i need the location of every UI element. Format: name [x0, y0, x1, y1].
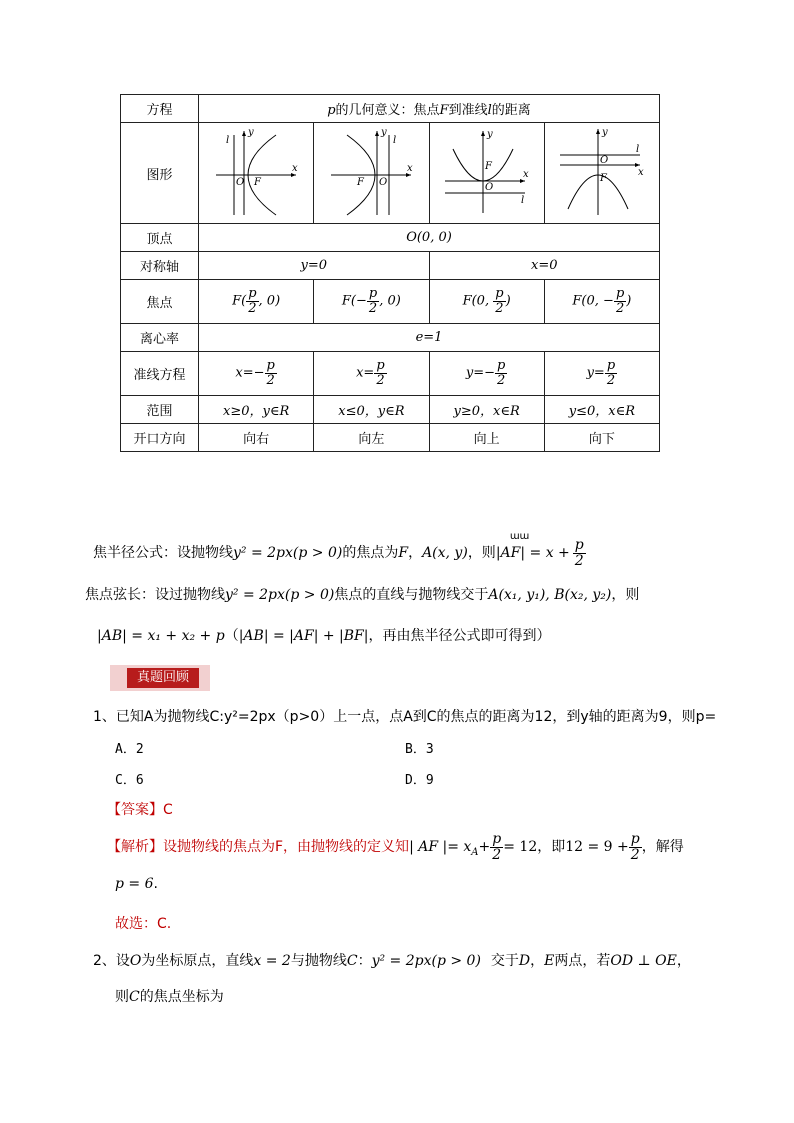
focus-suffix: ): [626, 294, 632, 309]
result-line: [115, 876, 158, 892]
denominator: 2: [630, 846, 640, 863]
parabola-left-graph: [321, 123, 421, 219]
denominator: 2: [248, 301, 257, 316]
denominator: 2: [492, 846, 502, 863]
range-down: y≤0，x∈R: [544, 396, 659, 424]
x-axis-label: x: [637, 167, 644, 178]
text: ，则: [467, 545, 496, 562]
points: A(x₁, y₁), B(x₂, y₂): [488, 587, 612, 603]
fraction: [265, 359, 277, 387]
row-label-vertex: 顶点: [121, 224, 199, 252]
f-symbol: F: [439, 103, 449, 118]
equation: OD ⊥ OE: [610, 953, 677, 969]
equation: x = 2: [253, 953, 291, 969]
parabola-properties-table: [120, 94, 660, 452]
vector-arrow: ɯɯ: [509, 531, 530, 543]
denominator: 2: [368, 301, 378, 316]
analysis-text: 设抛物线的焦点为F，由抛物线的定义知: [163, 839, 410, 856]
denominator: 2: [615, 301, 625, 316]
focus-prefix: F(0,: [462, 294, 494, 309]
text: ，则: [611, 587, 640, 603]
vertex-value: O(0, 0): [199, 224, 660, 252]
fraction: [490, 832, 503, 862]
directrix-label: l: [226, 135, 230, 146]
text: 焦点的直线与抛物线交于: [334, 587, 489, 603]
row-label-axis: 对称轴: [121, 252, 199, 280]
numerator: p: [266, 358, 275, 374]
question-2-line2: [115, 986, 224, 1006]
focus-cell-down: [544, 280, 659, 324]
symbol: E: [544, 953, 555, 969]
axis-horizontal: y=0: [199, 252, 430, 280]
focus-prefix: F(: [232, 294, 247, 309]
numerator: p: [368, 286, 378, 302]
table-row: [121, 95, 660, 123]
denominator: 2: [376, 373, 385, 388]
answer-line: [107, 799, 173, 819]
graph-opens-up: [429, 123, 544, 224]
answer-value: C: [163, 802, 173, 818]
row-label-directrix: 准线方程: [121, 352, 199, 396]
numerator: p: [574, 537, 584, 553]
header-text-3: 的距离: [491, 103, 531, 118]
numerator: p: [615, 286, 625, 302]
focus-suffix: ): [505, 294, 511, 309]
y-axis-label: y: [248, 127, 254, 138]
focus-cell-up: [429, 280, 544, 324]
focus-label: F: [484, 161, 492, 172]
numerator: p: [497, 358, 506, 374]
fraction: [374, 359, 386, 387]
focal-chord-formula-line2: [97, 625, 551, 645]
directrix-prefix: x=: [356, 366, 375, 381]
result-equation: p = 6: [115, 876, 154, 892]
table-row: [121, 123, 660, 224]
option-a: A．2: [115, 742, 144, 757]
x-axis-label: x: [292, 163, 298, 174]
table-row: [121, 224, 660, 252]
focal-chord-formula: [85, 584, 639, 604]
x-axis-label: x: [407, 163, 414, 174]
directrix-cell-left: [314, 352, 429, 396]
y-axis-label: y: [486, 129, 493, 140]
header-cell: [199, 95, 660, 123]
p-symbol: p: [327, 103, 336, 118]
focus-suffix: , 0): [379, 294, 401, 309]
analysis-text: ，解得: [641, 839, 684, 856]
text: ：: [357, 953, 372, 969]
range-up: y≥0，x∈R: [429, 396, 544, 424]
parabola-down-graph: [552, 123, 652, 219]
choose-line: 故选：C.: [115, 916, 172, 932]
fraction: [493, 287, 505, 315]
table-row: [121, 352, 660, 396]
denominator: 2: [606, 373, 616, 388]
origin-label: O: [599, 155, 609, 166]
focus-cell-right: [199, 280, 314, 324]
graph-opens-left: [314, 123, 429, 224]
table-row: [121, 280, 660, 324]
directrix-prefix: y=−: [465, 366, 496, 381]
parabola-right-graph: [206, 123, 306, 219]
fraction: [614, 287, 626, 315]
row-label-equation: 方程: [121, 95, 199, 123]
row-label-opening: 开口方向: [121, 424, 199, 452]
origin-label: O: [236, 177, 245, 188]
graph-opens-right: [199, 123, 314, 224]
text: 2、设: [93, 953, 130, 969]
answer-label: 【答案】: [107, 802, 163, 818]
table-row: [121, 424, 660, 452]
equation: |AF| = x +: [495, 545, 570, 562]
opening-down: 向下: [544, 424, 659, 452]
text: 焦半径公式：设抛物线: [93, 545, 233, 562]
header-text-1: 的几何意义：焦点: [335, 103, 440, 118]
eccentricity-value: e=1: [199, 324, 660, 352]
equation: y² = 2px(p > 0): [371, 953, 481, 969]
numerator: p: [630, 831, 640, 847]
analysis-text: ，即: [537, 839, 566, 856]
fraction: [495, 359, 507, 387]
axis-vertical: x=0: [429, 252, 660, 280]
row-label-graph: 图形: [121, 123, 199, 224]
text: ，: [408, 545, 423, 562]
header-text-2: 到准线: [448, 103, 488, 118]
text: ，: [530, 953, 545, 969]
text: ，再由焦半径公式即可得到）: [368, 628, 551, 644]
question-2-stem: [93, 950, 691, 970]
fraction: [367, 287, 379, 315]
analysis-label: 【解析】: [107, 839, 163, 856]
fraction: [629, 832, 642, 862]
denominator: 2: [495, 301, 504, 316]
symbol: O: [129, 953, 142, 969]
opening-up: 向上: [429, 424, 544, 452]
x-axis-label: x: [522, 169, 529, 180]
directrix-label: l: [393, 135, 397, 146]
directrix-prefix: x=−: [235, 366, 265, 381]
text: 焦点弦长：设过抛物线: [85, 587, 225, 603]
directrix-cell-up: [429, 352, 544, 396]
symbol: C: [346, 953, 358, 969]
fraction: [573, 538, 586, 568]
y-axis-label: y: [381, 127, 388, 138]
parabola-up-graph: [437, 123, 537, 219]
opening-right: 向右: [199, 424, 314, 452]
text: 为坐标原点，直线: [141, 953, 254, 969]
range-right: x≥0，y∈R: [199, 396, 314, 424]
focus-label: F: [254, 177, 262, 188]
option-b: B．3: [405, 742, 434, 757]
focus-prefix: F(0, −: [572, 294, 614, 309]
subscript: A: [471, 846, 479, 858]
table-row: [121, 396, 660, 424]
symbol: D: [518, 953, 531, 969]
directrix-cell-down: [544, 352, 659, 396]
text: 交于: [490, 953, 519, 969]
text: 则: [115, 989, 129, 1005]
table-row: [121, 324, 660, 352]
numerator: p: [606, 358, 616, 374]
focus-label: F: [357, 177, 365, 188]
fraction: [246, 287, 258, 315]
equation: 12 = 9 +: [565, 839, 629, 856]
equation: = 12: [503, 839, 538, 856]
directrix-label: l: [520, 195, 524, 206]
question-1-stem: 1、已知A为抛物线C:y²=2px（p>0）上一点，点A到C的焦点的距离为12，到y轴的距离为9，则p=: [93, 709, 717, 725]
numerator: p: [376, 358, 385, 374]
directrix-prefix: y=: [586, 366, 605, 381]
section-badge: 真题回顾: [127, 668, 199, 688]
directrix-label: l: [635, 144, 640, 155]
text: 两点，若: [554, 953, 611, 969]
denominator: 2: [497, 373, 506, 388]
result-group: [495, 531, 570, 562]
equation: |AB| = x₁ + x₂ + p: [97, 628, 225, 644]
denominator: 2: [266, 373, 275, 388]
row-label-eccentricity: 离心率: [121, 324, 199, 352]
row-label-range: 范围: [121, 396, 199, 424]
focal-radius-formula: [93, 531, 586, 569]
focus-suffix: , 0): [258, 294, 281, 309]
table-row: [121, 252, 660, 280]
focus-prefix: F(−: [341, 294, 367, 309]
y-axis-label: y: [601, 127, 608, 138]
text: （: [224, 628, 239, 644]
numerator: p: [248, 286, 257, 302]
period: .: [153, 876, 158, 892]
text: 的焦点坐标为: [139, 989, 224, 1005]
equation: y² = 2px(p > 0): [233, 545, 343, 562]
numerator: p: [492, 831, 502, 847]
point: A(x, y): [422, 545, 468, 562]
equation: | AF |= x: [409, 839, 472, 856]
directrix-cell-right: [199, 352, 314, 396]
l-symbol: l: [487, 103, 492, 118]
option-c: C．6: [115, 773, 144, 788]
fraction: [605, 359, 617, 387]
text: 与抛物线: [290, 953, 347, 969]
symbol: C: [129, 989, 140, 1005]
text: 的焦点为: [342, 545, 399, 562]
symbol: F: [398, 545, 409, 562]
focus-label: F: [599, 173, 607, 184]
plus-sign: +: [478, 839, 491, 856]
option-d: D．9: [405, 773, 434, 788]
numerator: p: [495, 286, 504, 302]
equation: |AB| = |AF| + |BF|: [238, 628, 369, 644]
opening-left: 向左: [314, 424, 429, 452]
focus-cell-left: [314, 280, 429, 324]
origin-label: O: [484, 182, 493, 193]
denominator: 2: [574, 552, 584, 569]
analysis-line: [107, 832, 684, 862]
equation: y² = 2px(p > 0): [225, 587, 335, 603]
origin-label: O: [379, 177, 388, 188]
row-label-focus: 焦点: [121, 280, 199, 324]
graph-opens-down: [544, 123, 659, 224]
range-left: x≤0，y∈R: [314, 396, 429, 424]
text: ，: [676, 953, 691, 969]
